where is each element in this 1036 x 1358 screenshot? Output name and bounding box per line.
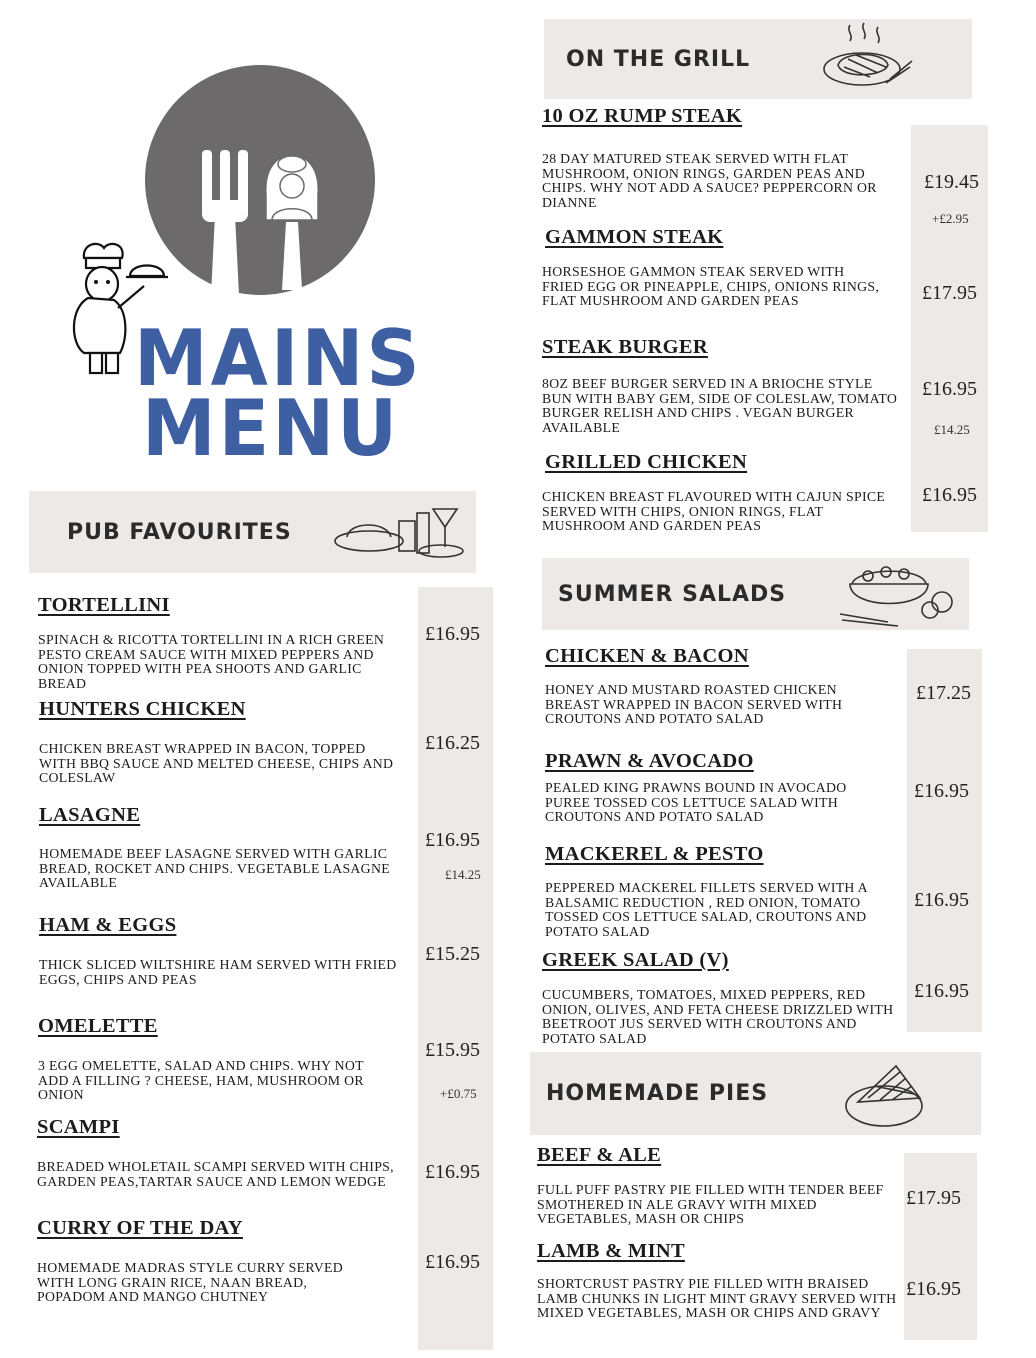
price-grilled-chicken: £16.95: [922, 484, 977, 506]
salad-bowl-icon: [838, 562, 964, 628]
fork-icon: [145, 65, 375, 295]
item-desc-greek-salad: CUCUMBERS, TOMATOES, MIXED PEPPERS, RED ONION, OLIVES, AND FETA CHEESE DRIZZLED WITH BEETROOT JUS SERVED WITH CROUTONS AND POTATO SALAD: [542, 987, 894, 1046]
price-column-pies: [904, 1153, 977, 1340]
price-beef-ale: £17.95: [906, 1187, 961, 1209]
banner-summer-salads: [542, 558, 969, 630]
price-sub-omelette: +£0.75: [440, 1086, 477, 1101]
price-column-pub: [418, 587, 493, 1350]
price-sub-steak-burger: £14.25: [934, 422, 970, 437]
pie-icon: [844, 1058, 934, 1132]
item-title-tortellini: TORTELLINI: [38, 594, 170, 616]
price-rump-steak: £19.45: [924, 171, 979, 193]
price-sub-rump-steak: +£2.95: [932, 211, 969, 226]
price-greek-salad: £16.95: [914, 980, 969, 1002]
item-desc-rump-steak: 28 DAY MATURED STEAK SERVED WITH FLAT MUSHROOM, ONION RINGS, GARDEN PEAS AND CHIPS. WHY NOT ADD A SAUCE? PEPPERCORN OR DIANNE: [542, 151, 877, 210]
item-desc-lamb-mint: SHORTCRUST PASTRY PIE FILLED WITH BRAISED LAMB CHUNKS IN LIGHT MINT GRAVY SERVED WITH MIXED VEGETABLES, MASH OR CHIPS AND GRAVY: [537, 1276, 897, 1321]
price-gammon-steak: £17.95: [922, 282, 977, 304]
item-desc-omelette: 3 EGG OMELETTE, SALAD AND CHIPS. WHY NOT ADD A FILLING ? CHEESE, HAM, MUSHROOM OR ONION: [38, 1058, 364, 1103]
item-desc-grilled-chicken: CHICKEN BREAST FLAVOURED WITH CAJUN SPICE SERVED WITH CHIPS, ONION RINGS, FLAT MUSHROOM AND GARDEN PEAS: [542, 489, 886, 534]
price-omelette: £15.95: [425, 1039, 480, 1061]
item-desc-curry: HOMEMADE MADRAS STYLE CURRY SERVED WITH LONG GRAIN RICE, NAAN BREAD, POPADOM AND MANGO CHUTNEY: [37, 1260, 344, 1305]
chef-portrait-icon: [262, 150, 322, 290]
banner-homemade-pies: [530, 1052, 981, 1135]
banner-pub-favourites: [29, 491, 476, 573]
item-desc-prawn-avocado: PEALED KING PRAWNS BOUND IN AVOCADO PUREE TOSSED COS LETTUCE SALAD WITH CROUTONS AND POTATO SALAD: [545, 780, 847, 825]
price-scampi: £16.95: [425, 1161, 480, 1183]
price-sub-lasagne: £14.25: [445, 867, 481, 882]
item-title-chicken-bacon: CHICKEN & BACON: [545, 645, 749, 667]
item-title-curry: CURRY OF THE DAY: [37, 1217, 243, 1239]
price-lasagne: £16.95: [425, 829, 480, 851]
item-title-grilled-chicken: GRILLED CHICKEN: [545, 451, 748, 473]
item-title-gammon-steak: GAMMON STEAK: [545, 226, 724, 248]
price-tortellini: £16.95: [425, 623, 480, 645]
section-title-summer-salads: SUMMER SALADS: [558, 581, 787, 607]
price-mackerel-pesto: £16.95: [914, 889, 969, 911]
item-title-mackerel-pesto: MACKEREL & PESTO: [545, 843, 764, 865]
item-title-lamb-mint: LAMB & MINT: [537, 1240, 685, 1262]
item-desc-scampi: BREADED WHOLETAIL SCAMPI SERVED WITH CHIPS, GARDEN PEAS,TARTAR SAUCE AND LEMON WEDGE: [37, 1159, 394, 1189]
item-title-steak-burger: STEAK BURGER: [542, 336, 708, 358]
item-title-lasagne: LASAGNE: [39, 804, 141, 826]
item-desc-tortellini: SPINACH & RICOTTA TORTELLINI IN A RICH GREEN PESTO CREAM SAUCE WITH MIXED PEPPERS AND ONION TOPPED WITH PEA SHOOTS AND GARLIC BREAD: [38, 632, 385, 691]
item-title-ham-eggs: HAM & EGGS: [39, 914, 177, 936]
section-title-pub-favourites: PUB FAVOURITES: [67, 519, 292, 545]
item-desc-beef-ale: FULL PUFF PASTRY PIE FILLED WITH TENDER BEEF SMOTHERED IN ALE GRAVY WITH MIXED VEGETABLES, MASH OR CHIPS: [537, 1182, 884, 1227]
price-ham-eggs: £15.25: [425, 943, 480, 965]
logo-line-menu: MENU: [142, 383, 401, 475]
section-title-on-the-grill: ON THE GRILL: [566, 46, 751, 72]
section-title-homemade-pies: HOMEMADE PIES: [546, 1081, 769, 1106]
logo-line-mains: MAINS: [134, 313, 423, 405]
price-chicken-bacon: £17.25: [916, 682, 971, 704]
item-title-prawn-avocado: PRAWN & AVOCADO: [545, 750, 754, 772]
item-desc-ham-eggs: THICK SLICED WILTSHIRE HAM SERVED WITH FRIED EGGS, CHIPS AND PEAS: [39, 957, 397, 987]
banner-on-the-grill: [544, 19, 972, 99]
item-desc-hunters-chicken: CHICKEN BREAST WRAPPED IN BACON, TOPPED WITH BBQ SAUCE AND MELTED CHEESE, CHIPS AND COLESLAW: [39, 741, 394, 786]
price-steak-burger: £16.95: [922, 378, 977, 400]
item-desc-gammon-steak: HORSESHOE GAMMON STEAK SERVED WITH FRIED EGG OR PINEAPPLE, CHIPS, ONIONS RINGS, FLAT MUSHROOM AND GARDEN PEAS: [542, 264, 880, 309]
item-title-beef-ale: BEEF & ALE: [537, 1144, 662, 1166]
price-curry: £16.95: [425, 1251, 480, 1273]
grill-steak-icon: [820, 21, 916, 97]
item-title-scampi: SCAMPI: [37, 1116, 120, 1138]
item-desc-lasagne: HOMEMADE BEEF LASAGNE SERVED WITH GARLIC BREAD, ROCKET AND CHIPS. VEGETABLE LASAGNE AVAILABLE: [39, 846, 390, 891]
item-title-hunters-chicken: HUNTERS CHICKEN: [39, 698, 246, 720]
item-desc-chicken-bacon: HONEY AND MUSTARD ROASTED CHICKEN BREAST WRAPPED IN BACON SERVED WITH CROUTONS AND POTATO SALAD: [545, 682, 843, 727]
pub-plate-icon: [329, 503, 469, 563]
item-desc-steak-burger: 8OZ BEEF BURGER SERVED IN A BRIOCHE STYLE BUN WITH BABY GEM, SIDE OF COLESLAW, TOMATO BURGER RELISH AND CHIPS . VEGAN BURGER AVAILABLE: [542, 376, 898, 435]
item-title-omelette: OMELETTE: [38, 1015, 158, 1037]
price-hunters-chicken: £16.25: [425, 732, 480, 754]
item-desc-mackerel-pesto: PEPPERED MACKEREL FILLETS SERVED WITH A BALSAMIC REDUCTION , RED ONION, TOMATO TOSSED COS LETTUCE SALAD, CROUTONS AND POTATO SALAD: [545, 880, 868, 939]
price-lamb-mint: £16.95: [906, 1278, 961, 1300]
item-title-greek-salad: GREEK SALAD (V): [542, 949, 729, 971]
item-title-rump-steak: 10 OZ RUMP STEAK: [542, 105, 743, 127]
price-prawn-avocado: £16.95: [914, 780, 969, 802]
price-column-salads: [907, 649, 982, 1032]
